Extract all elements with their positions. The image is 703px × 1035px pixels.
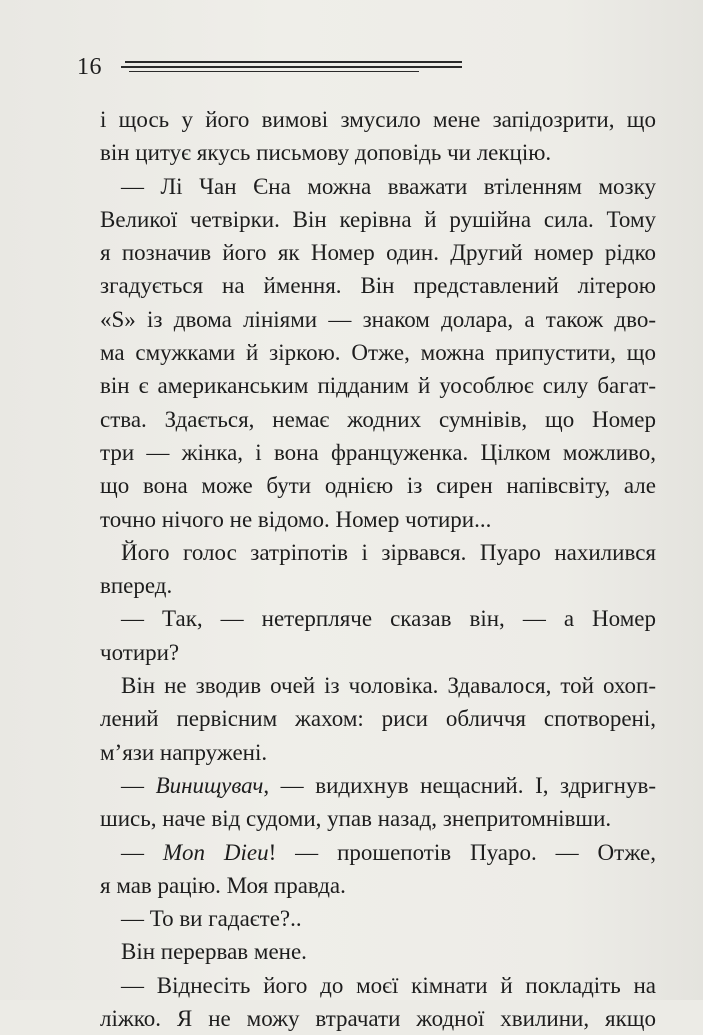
- text-line: Він перервав мене.: [121, 939, 307, 965]
- text-line: [100, 836, 656, 869]
- italic-phrase: Mon Dieu: [162, 839, 269, 865]
- text-fragment: —: [121, 772, 156, 798]
- text-line: лений первісним жахом: риси обличчя спотворені,: [100, 706, 656, 732]
- text-line: точно нічого не відомо. Номер чотири...: [100, 506, 492, 532]
- text-line: що вона може бути однією із сирен напівсвіту, але: [100, 473, 656, 499]
- text-line: м’язи напружені.: [100, 739, 268, 765]
- text-line: я мав рацію. Моя правда.: [100, 872, 346, 898]
- text-line: три — жінка, і вона француженка. Цілком можливо,: [100, 439, 656, 465]
- page-number: 16: [77, 54, 102, 80]
- text-fragment: ! — прошепотів Пуаро. — Отже,: [268, 839, 656, 865]
- text-line: Він не зводив очей із чоловіка. Здавалося, той охоп-: [121, 673, 656, 699]
- text-line: [100, 769, 656, 802]
- text-line: він є американським підданим й уособлює силу багат-: [100, 373, 656, 399]
- text-line: Його голос затріпотів і зірвався. Пуаро нахилився: [121, 539, 656, 565]
- text-line: — Віднесіть його до моєї кімнати й покладіть на: [121, 972, 656, 998]
- text-line: — Лі Чан Єна можна вважати втіленням мозку: [121, 173, 656, 199]
- text-line: чотири?: [100, 639, 180, 665]
- text-line: і щось у його вимові змусило мене запідозрити, що: [100, 107, 656, 132]
- text-line: — То ви гадаєте?..: [121, 906, 302, 932]
- text-line: шись, наче від судоми, упав назад, знепритомнівши.: [100, 806, 612, 832]
- page-text: [100, 103, 656, 1035]
- text-line: ліжко. Я не можу втрачати жодної хвилини, якщо: [100, 1006, 656, 1032]
- text-line: згадується на ймення. Він представлений літерою: [100, 273, 656, 299]
- header-rule: [125, 61, 462, 63]
- italic-phrase: Винищувач: [155, 772, 264, 798]
- text-fragment: , — видихнув нещасний. І, здригнув-: [263, 772, 657, 798]
- text-line: Великої четвірки. Він керівна й рушійна сила. Тому: [100, 206, 656, 232]
- text-line: «S» із двома лініями — знаком долара, а також дво-: [100, 306, 656, 332]
- text-line: ма смужками й зіркою. Отже, можна припустити, що: [100, 340, 656, 366]
- text-line: вперед.: [100, 573, 173, 599]
- header-rule: [129, 71, 419, 72]
- header-rule: [121, 66, 462, 68]
- text-line: я позначив його як Номер один. Другий номер рідко: [100, 240, 656, 266]
- text-line: він цитує якусь письмову доповідь чи лекцію.: [100, 140, 552, 166]
- text-line: — Так, — нетерпляче сказав він, — а Номер: [121, 606, 656, 632]
- text-line: ства. Здається, немає жодних сумнівів, що Номер: [100, 406, 656, 432]
- text-fragment: —: [121, 839, 163, 865]
